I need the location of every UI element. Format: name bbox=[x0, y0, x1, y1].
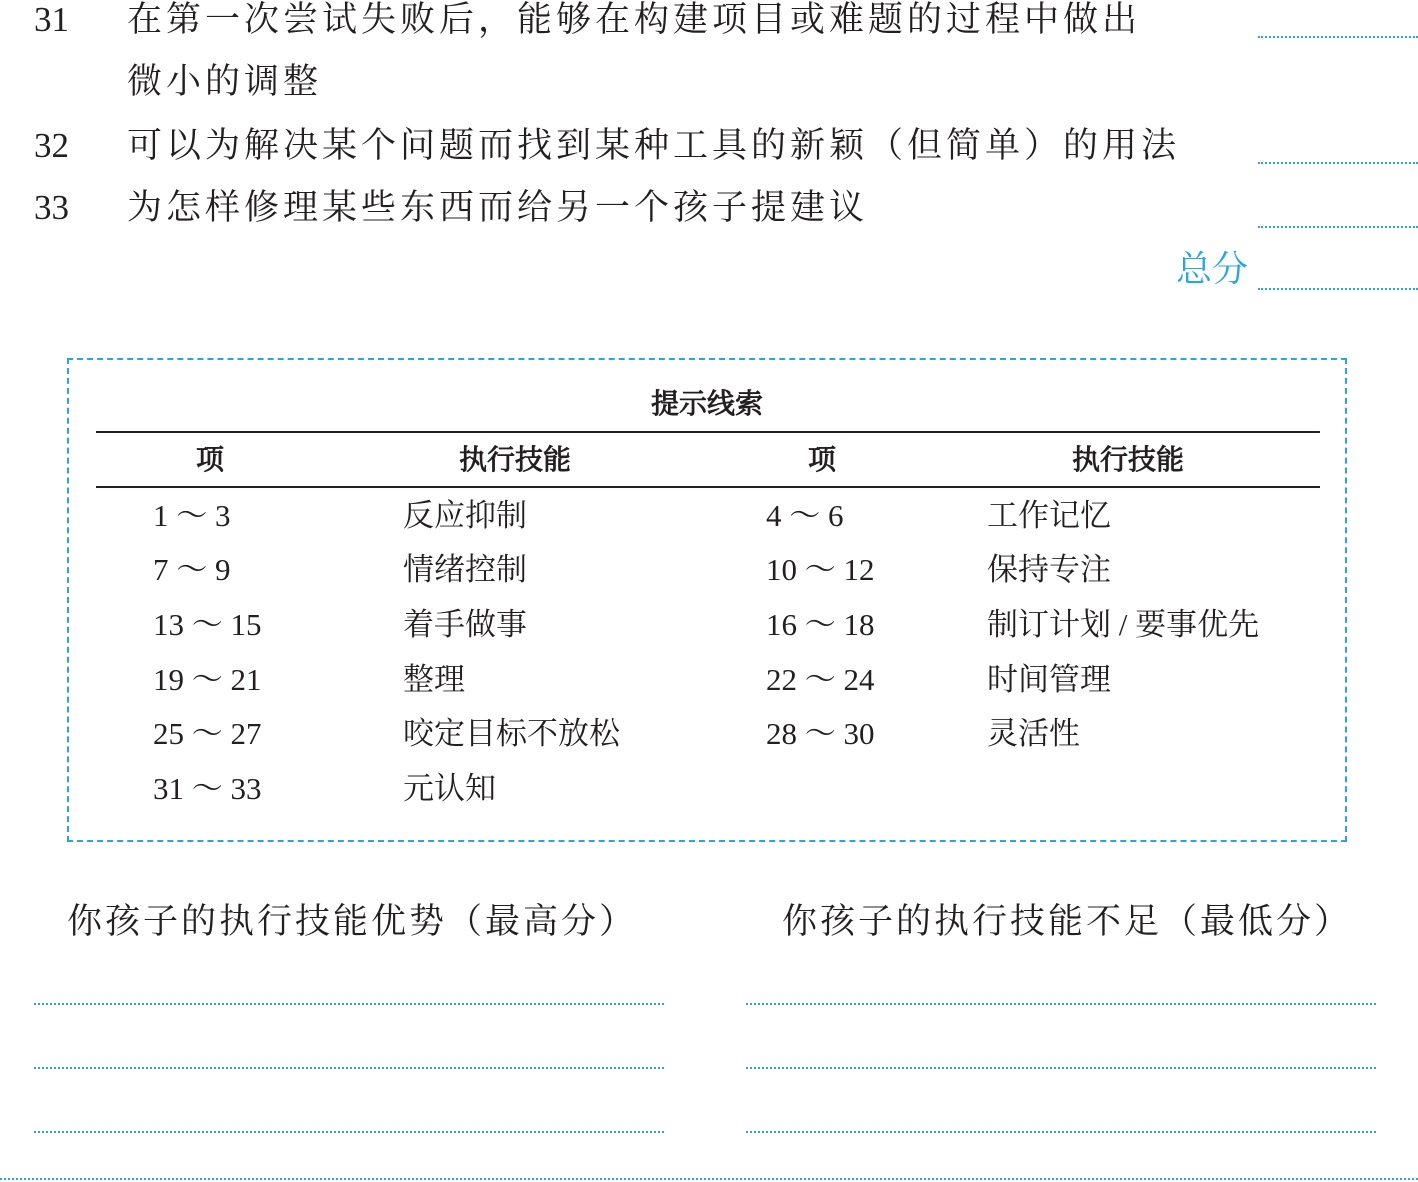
page-bottom-divider bbox=[0, 1178, 1418, 1180]
question-31-number: 31 bbox=[34, 0, 69, 39]
table-cell: 16 ～ 18 bbox=[766, 607, 875, 642]
table-cell: 制订计划 / 要事优先 bbox=[987, 607, 1260, 642]
question-31-score-field[interactable] bbox=[1258, 36, 1418, 38]
total-score-label: 总分 bbox=[1176, 249, 1249, 290]
table-cell: 25 ～ 27 bbox=[153, 716, 262, 751]
question-33-score-field[interactable] bbox=[1258, 226, 1418, 228]
weaknesses-label: 你孩子的执行技能不足（最低分） bbox=[782, 902, 1353, 942]
table-cell: 整理 bbox=[403, 662, 465, 697]
question-32-score-field[interactable] bbox=[1258, 162, 1418, 164]
header-skill-left: 执行技能 bbox=[458, 443, 571, 476]
table-cell: 反应抑制 bbox=[403, 498, 527, 533]
table-cell: 1 ～ 3 bbox=[153, 498, 231, 533]
table-header-rule bbox=[96, 486, 1320, 488]
table-top-rule bbox=[96, 431, 1320, 433]
question-32-text: 可以为解决某个问题而找到某种工具的新颖（但简单）的用法 bbox=[127, 126, 1181, 166]
strengths-write-line[interactable] bbox=[34, 1003, 664, 1005]
table-cell: 4 ～ 6 bbox=[766, 498, 844, 533]
question-33-text: 为怎样修理某些东西而给另一个孩子提建议 bbox=[127, 188, 869, 228]
header-item-right: 项 bbox=[807, 443, 836, 476]
question-33-number: 33 bbox=[34, 188, 69, 227]
header-item-left: 项 bbox=[195, 443, 224, 476]
hint-table-title: 提示线索 bbox=[650, 387, 763, 420]
header-skill-right: 执行技能 bbox=[1071, 443, 1184, 476]
table-cell: 元认知 bbox=[403, 771, 496, 806]
table-cell: 工作记忆 bbox=[987, 498, 1111, 533]
table-cell: 10 ～ 12 bbox=[766, 552, 875, 587]
strengths-write-line[interactable] bbox=[34, 1067, 664, 1069]
question-31-text-line-1: 在第一次尝试失败后，能够在构建项目或难题的过程中做出 bbox=[127, 0, 1142, 40]
table-cell: 保持专注 bbox=[987, 552, 1111, 587]
strengths-label: 你孩子的执行技能优势（最高分） bbox=[67, 902, 638, 942]
table-cell: 13 ～ 15 bbox=[153, 607, 262, 642]
table-cell: 7 ～ 9 bbox=[153, 552, 231, 587]
question-31-text-line-2: 微小的调整 bbox=[127, 62, 323, 102]
table-cell: 灵活性 bbox=[987, 716, 1080, 751]
strengths-write-line[interactable] bbox=[34, 1131, 664, 1133]
table-cell: 22 ～ 24 bbox=[766, 662, 875, 697]
table-cell: 19 ～ 21 bbox=[153, 662, 262, 697]
table-cell: 着手做事 bbox=[403, 607, 527, 642]
table-cell: 时间管理 bbox=[987, 662, 1111, 697]
question-32-number: 32 bbox=[34, 126, 69, 165]
weaknesses-write-line[interactable] bbox=[746, 1067, 1376, 1069]
table-cell: 咬定目标不放松 bbox=[403, 716, 620, 751]
weaknesses-write-line[interactable] bbox=[746, 1003, 1376, 1005]
weaknesses-write-line[interactable] bbox=[746, 1131, 1376, 1133]
table-cell: 31 ～ 33 bbox=[153, 771, 262, 806]
table-cell: 情绪控制 bbox=[403, 552, 527, 587]
table-cell: 28 ～ 30 bbox=[766, 716, 875, 751]
total-score-field[interactable] bbox=[1258, 288, 1418, 290]
